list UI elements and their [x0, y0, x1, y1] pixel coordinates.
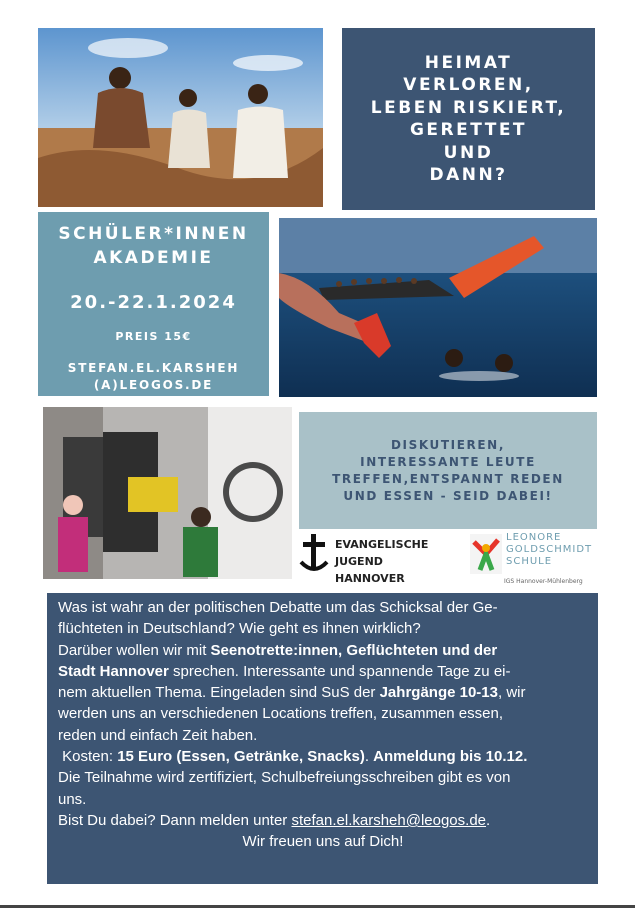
academy-email	[38, 360, 269, 394]
tagline-line: TREFFEN,ENTSPANNT REDEN	[332, 471, 564, 486]
lgs-logo-subtitle: IGS Hannover-Mühlenberg	[504, 578, 583, 585]
academy-name	[38, 222, 269, 270]
headline-line: LEBEN RISKIERT,	[370, 97, 567, 118]
lgs-line3: SCHULE	[506, 556, 553, 567]
photo-desert-people	[38, 28, 323, 207]
paragraph-certificate: Die Teilnahme wird zertifiziert, Schulbefreiungsschreiben gibt es von uns.	[58, 769, 511, 808]
lgs-figure-icon	[470, 534, 502, 574]
headline-line: DANN?	[429, 165, 508, 185]
paragraph-signup: Bist Du dabei? Dann melden unter stefan.el.karsheh@leogos.de.	[58, 811, 491, 829]
lgs-line1: LEONORE	[506, 532, 562, 543]
ejh-cross-icon	[297, 532, 331, 576]
paragraph-intro: Was ist wahr an der politischen Debatte um das Schicksal der Ge- flüchteten in Deutschland? Wie geht es ihnen wirklich?	[58, 599, 498, 638]
tagline-box	[299, 412, 597, 529]
ejh-logo	[295, 530, 440, 585]
ejh-line1: EVANGELISCHE	[335, 538, 429, 551]
headline-line: GERETTET	[409, 120, 528, 140]
academy-name-line2: AKADEMIE	[93, 248, 214, 268]
academy-box	[38, 212, 269, 396]
photo-families	[43, 407, 292, 579]
email-link[interactable]: stefan.el.karsheh@leogos.de	[291, 811, 487, 829]
academy-email-line1: STEFAN.EL.KARSHEH	[67, 361, 240, 375]
lgs-logo-text	[506, 532, 592, 568]
paragraph-costs: Kosten: 15 Euro (Essen, Getränke, Snacks). Anmeldung bis 10.12.	[58, 748, 528, 766]
lgs-line2: GOLDSCHMIDT	[506, 544, 593, 555]
ejh-logo-text	[335, 536, 440, 587]
description-box	[47, 593, 598, 884]
academy-price: PREIS 15€	[115, 330, 192, 343]
tagline-line: UND ESSEN - SEID DABEI!	[343, 488, 553, 503]
academy-email-line2: (A)LEOGOS.DE	[93, 378, 214, 392]
lgs-logo	[468, 530, 598, 590]
closing-line: Wir freuen uns auf Dich!	[242, 833, 404, 851]
ejh-line2: JUGEND HANNOVER	[335, 555, 405, 585]
headline-line: HEIMAT	[424, 52, 513, 73]
academy-date: 20.-22.1.2024	[70, 292, 237, 313]
tagline-line: DISKUTIEREN,	[391, 437, 505, 452]
headline-line: UND	[443, 142, 494, 163]
academy-name-line1: SCHÜLER*INNEN	[58, 224, 249, 244]
bottom-divider	[0, 905, 635, 908]
headline-line: VERLOREN,	[403, 75, 534, 95]
paragraph-details: Darüber wollen wir mit Seenotrette:innen, Geflüchteten und der Stadt Hannover sprechen. Interessante und spannende Tage zu ei- nem aktuellen Thema. Eingeladen sind SuS der Jahrgänge 10-13, wir werden uns an verschiedenen Locations treffen, zusammen essen, reden und einfach Zeit haben.	[58, 641, 526, 744]
tagline-line: INTERESSANTE LEUTE	[360, 454, 536, 469]
photo-sea-rescue	[279, 218, 597, 397]
headline-box	[342, 28, 595, 210]
